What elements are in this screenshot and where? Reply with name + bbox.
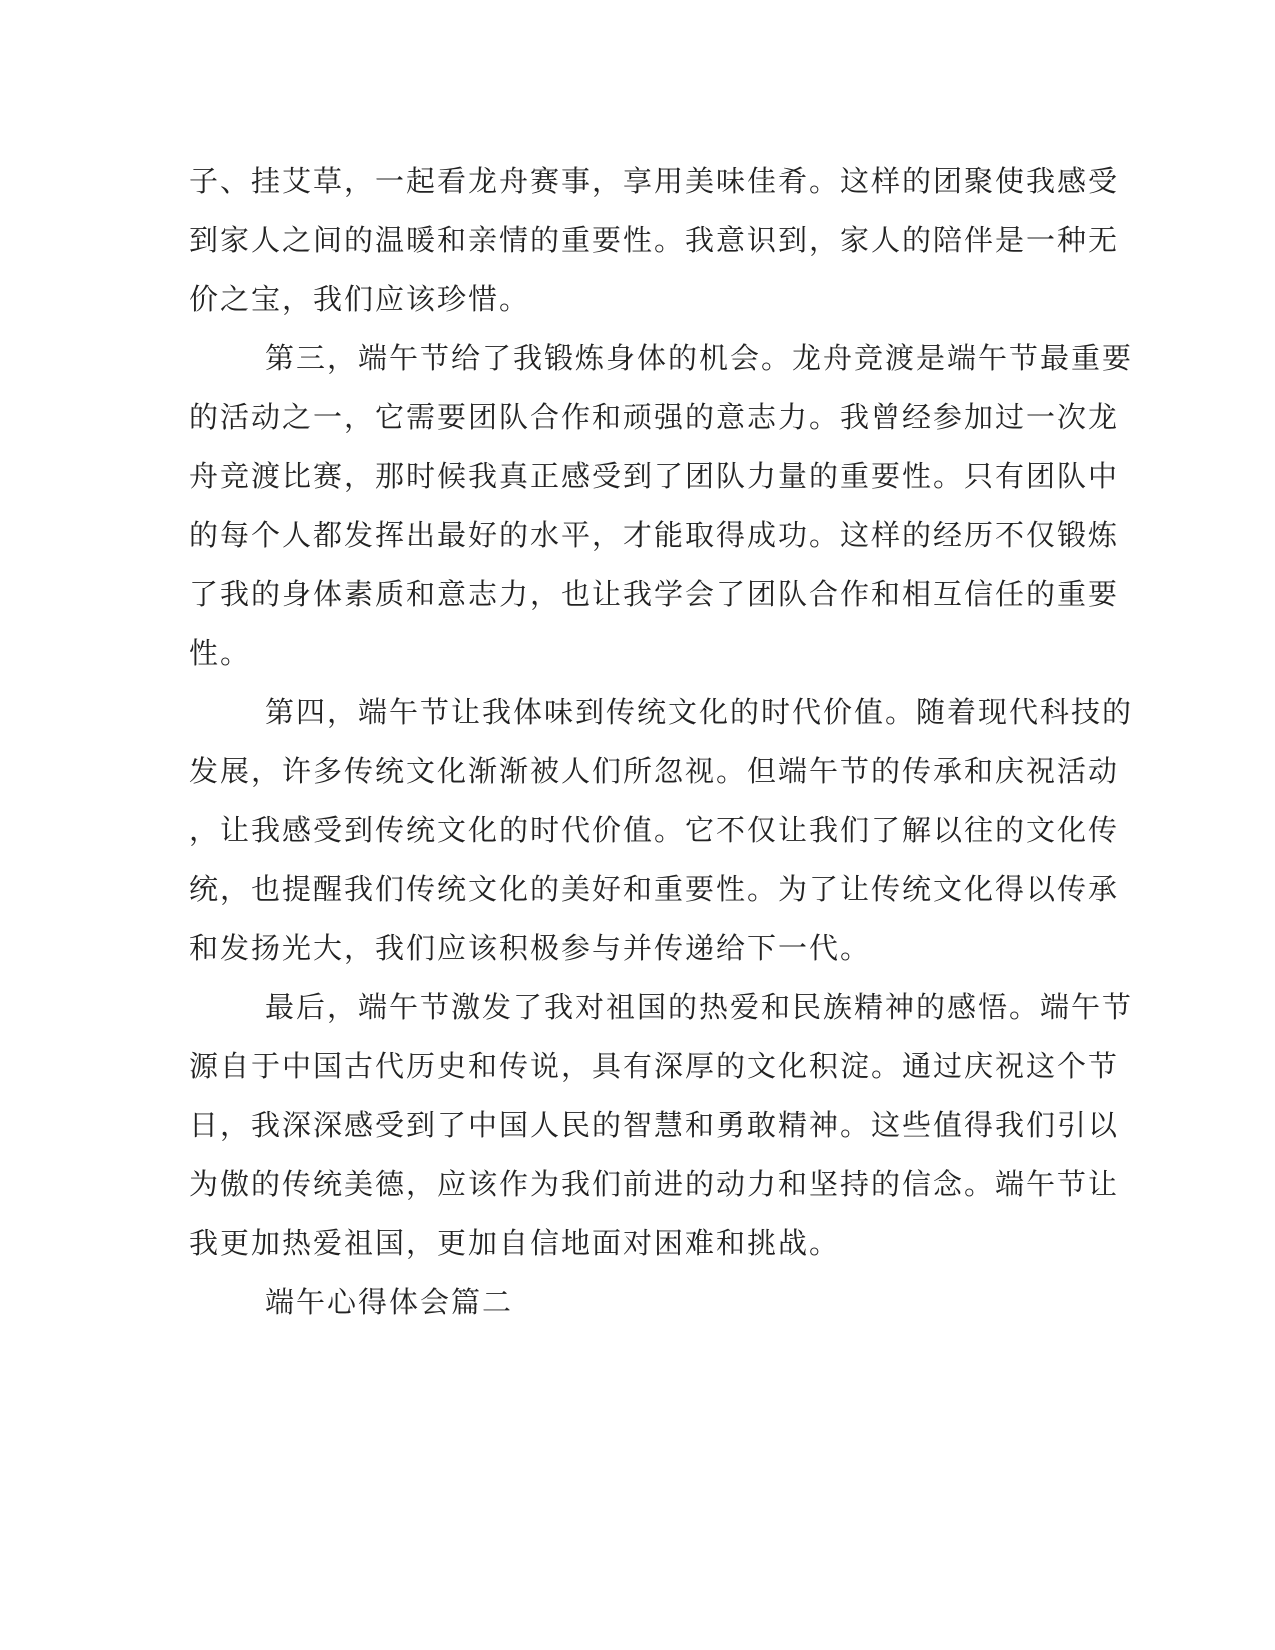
text-line-2: 到家人之间的温暖和亲情的重要性。我意识到，家人的陪伴是一种无 [189,223,1120,257]
text-line-14: 和发扬光大，我们应该积极参与并传递给下一代。 [189,931,872,965]
paragraph-final-start: 最后，端午节激发了我对祖国的热爱和民族精神的感悟。端午节 [265,990,1134,1024]
paragraph-third-start: 第三，端午节给了我锻炼身体的机会。龙舟竞渡是端午节最重要 [265,341,1134,375]
text-line-19: 我更加热爱祖国，更加自信地面对困难和挑战。 [189,1226,841,1260]
text-line-6: 舟竞渡比赛，那时候我真正感受到了团队力量的重要性。只有团队中 [189,459,1120,493]
text-line-8: 了我的身体素质和意志力，也让我学会了团队合作和相互信任的重要 [189,577,1120,611]
paragraph-fourth-start: 第四，端午节让我体味到传统文化的时代价值。随着现代科技的 [265,695,1134,729]
text-line-18: 为傲的传统美德，应该作为我们前进的动力和坚持的信念。端午节让 [189,1167,1120,1201]
text-line-17: 日，我深深感受到了中国人民的智慧和勇敢精神。这些值得我们引以 [189,1108,1120,1142]
text-line-11: 发展，许多传统文化渐渐被人们所忽视。但端午节的传承和庆祝活动 [189,754,1120,788]
text-line-3: 价之宝，我们应该珍惜。 [189,282,531,316]
text-line-1: 子、挂艾草，一起看龙舟赛事，享用美味佳肴。这样的团聚使我感受 [189,164,1120,198]
section-title: 端午心得体会篇二 [265,1285,514,1319]
text-line-7: 的每个人都发挥出最好的水平，才能取得成功。这样的经历不仅锻炼 [189,518,1120,552]
text-line-12: ，让我感受到传统文化的时代价值。它不仅让我们了解以往的文化传 [189,813,1120,847]
text-line-13: 统，也提醒我们传统文化的美好和重要性。为了让传统文化得以传承 [189,872,1120,906]
text-line-9: 性。 [189,636,252,670]
text-line-5: 的活动之一，它需要团队合作和顽强的意志力。我曾经参加过一次龙 [189,400,1120,434]
text-line-16: 源自于中国古代历史和传说，具有深厚的文化积淀。通过庆祝这个节 [189,1049,1120,1083]
